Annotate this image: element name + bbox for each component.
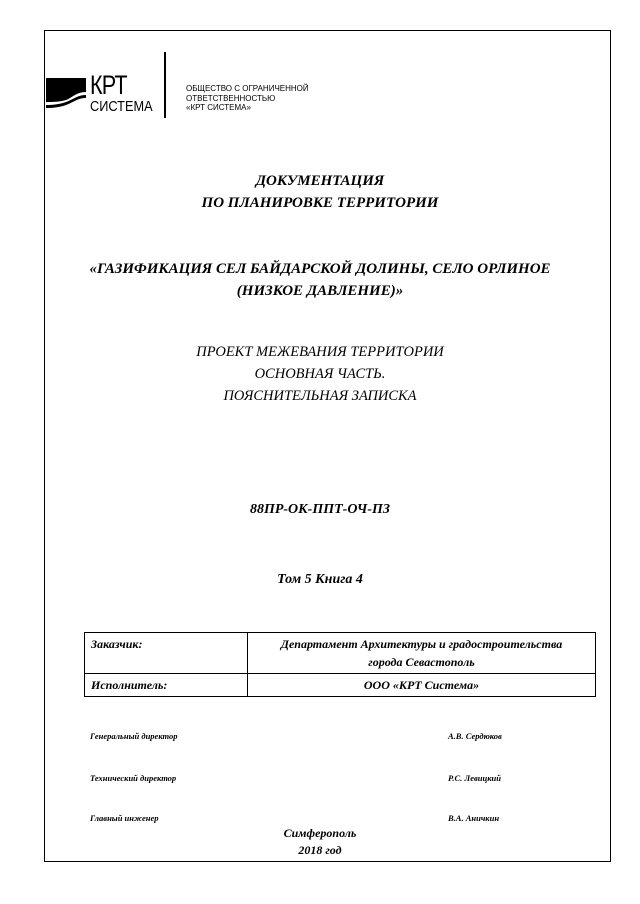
company-line: ОТВЕТСТВЕННОСТЬЮ [186,93,276,103]
signature-name: Р.С. Левицкий [448,773,502,783]
signature-name: А.В. Сердюков [448,731,502,741]
signature-role: Генеральный директор [90,731,178,741]
doc-type-title [0,170,640,214]
customer-line: города Севастополь [368,655,475,669]
footer-city: Симферополь [283,826,357,840]
logo-divider [164,52,166,118]
signature-role: Главный инженер [90,813,159,823]
footer [0,825,640,859]
customer-value [248,633,596,674]
volume-label: Том 5 Книга 4 [277,572,363,587]
company-line: ОБЩЕСТВО С ОГРАНИЧЕННОЙ [186,84,309,93]
title-line: (НИЗКОЕ ДАВЛЕНИЕ)» [236,283,404,299]
company-line: «КРТ СИСТЕМА» [186,103,251,112]
contractor-label: Исполнитель: [85,674,248,697]
title-line: ПРОЕКТ МЕЖЕВАНИЯ ТЕРРИТОРИИ [196,344,444,360]
title-line: ПОЯСНИТЕЛЬНАЯ ЗАПИСКА [223,388,417,404]
table-row [85,633,596,674]
logo-mark-icon [46,78,86,108]
logo-text-sistema: СИСТЕМА [90,98,153,115]
project-title [0,258,640,302]
customer-line: Департамент Архитектуры и градостроительства [280,637,563,651]
company-name [186,84,309,113]
title-line: «ГАЗИФИКАЦИЯ СЕЛ БАЙДАРСКОЙ ДОЛИНЫ, СЕЛО ОРЛИНОЕ [89,261,551,277]
signature-role: Технический директор [90,773,177,783]
footer-year: 2018 год [298,843,342,857]
title-line: ДОКУМЕНТАЦИЯ [255,173,385,189]
parties-table [84,632,596,697]
logo-text-krt: КРТ [90,70,127,100]
section-title [0,341,640,407]
signature-name: В.А. Аничкин [448,813,500,823]
table-row [85,674,596,697]
customer-label: Заказчик: [85,633,248,674]
document-code: 88ПР-ОК-ППТ-ОЧ-ПЗ [249,502,391,517]
contractor-value: ООО «КРТ Система» [248,674,596,697]
title-line: ОСНОВНАЯ ЧАСТЬ. [254,366,386,382]
title-line: ПО ПЛАНИРОВКЕ ТЕРРИТОРИИ [201,195,439,211]
